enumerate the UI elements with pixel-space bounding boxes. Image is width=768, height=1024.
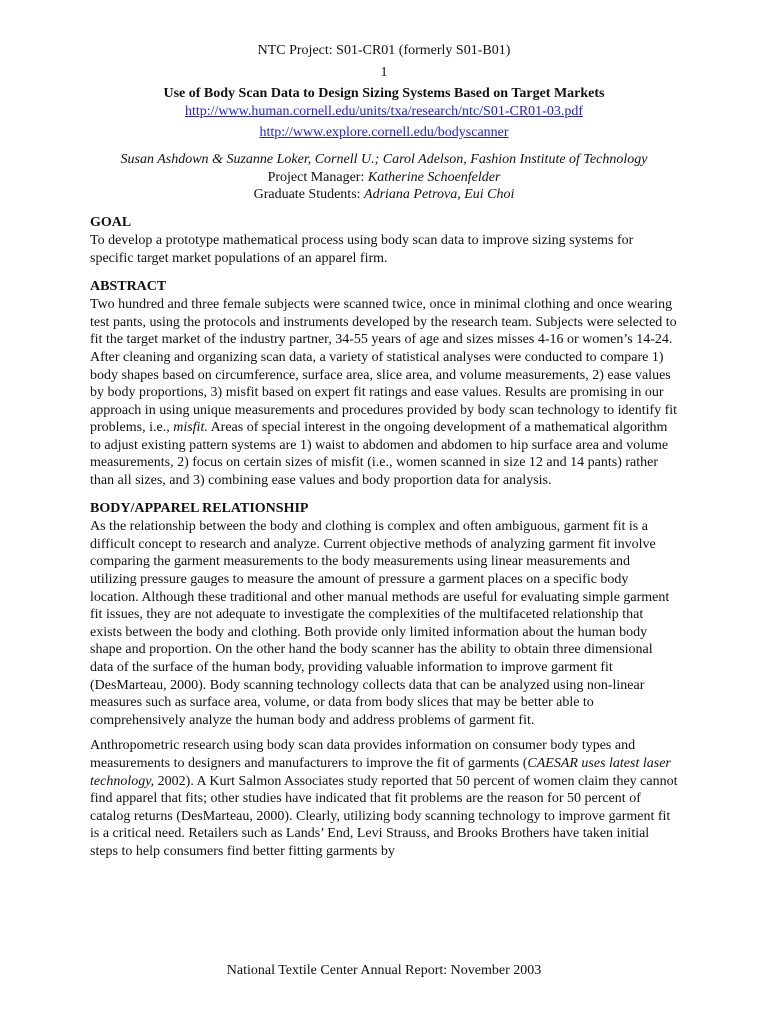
page-footer: National Textile Center Annual Report: November 2003 xyxy=(226,963,542,978)
page-number: 1 xyxy=(380,64,388,80)
relationship-heading: BODY/APPAREL RELATIONSHIP xyxy=(90,500,309,516)
project-manager-line xyxy=(90,169,678,187)
graduate-students-label: Graduate Students: xyxy=(253,187,365,203)
goal-heading: GOAL xyxy=(90,214,132,230)
project-line: NTC Project: S01-CR01 (formerly S01-B01) xyxy=(257,43,511,58)
abstract-heading: ABSTRACT xyxy=(90,278,167,294)
relationship-paragraph-2 xyxy=(90,737,678,860)
project-manager-label: Project Manager: xyxy=(267,169,368,185)
document-title: Use of Body Scan Data to Design Sizing Systems Based on Target Markets xyxy=(163,86,605,102)
authors: Susan Ashdown & Suzanne Loker, Cornell U.; Carol Adelson, Fashion Institute of Technology xyxy=(120,151,648,167)
abstract-text-part1: Two hundred and three female subjects were scanned twice, once in minimal clothing and once wearing test pants, using the protocols and instruments developed by the research team. Subjects were selected to fit the target market of the industry partner, 34-55 years of age and sizes misses 4-16 or women’s 14-24. After cleaning and organizing scan data, a variety of statistical analyses were conducted to compare 1) body shapes based on circumference, surface area, slice area, and volume measurements, 2) ease values by body proportions, 3) misfit based on expert fit ratings and ease values. Results are promising in our approach in using unique measurements and procedures provided by body scan technology to identify fit problems, i.e., xyxy=(90,297,678,436)
paragraph-2-part1: Anthropometric research using body scan data provides information on consumer body types and measurements to designers and manufacturers to improve the fit of garments ( xyxy=(90,738,636,771)
url-line-1 xyxy=(90,103,678,121)
graduate-students-names: Adriana Petrova, Eui Choi xyxy=(364,187,515,203)
abstract-text-part2: Areas of special interest in the ongoing development of a mathematical algorithm to adjust existing pattern systems are 1) waist to abdomen and abdomen to hip surface area and volume measurements, 2) focus on certain sizes of misfit (i.e., women scanned in size 12 and 14 pants) rather than all sizes, and 3) combining ease values and body proportion data for analysis. xyxy=(90,420,669,489)
abstract-text xyxy=(90,296,678,490)
url-line-2 xyxy=(90,124,678,142)
caesar-citation: CAESAR uses latest laser technology, xyxy=(90,755,671,789)
bodyscanner-link[interactable]: http://www.explore.cornell.edu/bodyscanner xyxy=(259,125,509,141)
paragraph-2-part2: 2002). A Kurt Salmon Associates study reported that 50 percent of women claim they cannot find apparel that fits; other studies have indicated that fit problems are the reason for 50 percent of catalog returns (DesMarteau, 2000). Clearly, utilizing body scanning technology to improve garment fit is a critical need. Retailers such as Lands’ End, Levi Strauss, and Brooks Brothers have taken initial steps to help consumers find better fitting garments by xyxy=(90,773,678,859)
document-header xyxy=(90,42,678,204)
report-pdf-link[interactable]: http://www.human.cornell.edu/units/txa/research/ntc/S01-CR01-03.pdf xyxy=(184,103,583,119)
goal-text: To develop a prototype mathematical process using body scan data to improve sizing systems for specific target market populations of an apparel firm. xyxy=(90,233,634,266)
graduate-students-line xyxy=(90,186,678,204)
project-manager-name: Katherine Schoenfelder xyxy=(367,169,501,185)
relationship-paragraph-1: As the relationship between the body and clothing is complex and often ambiguous, garment fit is a difficult concept to research and analyze. Current objective methods of analyzing garment fit involve comparing the garment measurements to the body measurements using linear measurements and utilizing pressure gauges to measure the amount of pressure a garment places on a specific body location. Although these traditional and other manual methods are useful for evaluating simple garment fit issues, they are not adequate to investigate the complexities of the multifaceted relationship that exists between the body and clothing. Both provide only limited information about the human body shape and proportion. On the other hand the body scanner has the ability to obtain three dimensional data of the surface of the human body, providing valuable information to improve garment fit (DesMarteau, 2000). Body scanning technology collects data that can be analyzed using non-linear measures such as surface area, volume, or data from body slices that may be better able to comprehensively analyze the human body and address problems of garment fit. xyxy=(90,519,670,728)
abstract-misfit-term: misfit. xyxy=(173,420,208,436)
